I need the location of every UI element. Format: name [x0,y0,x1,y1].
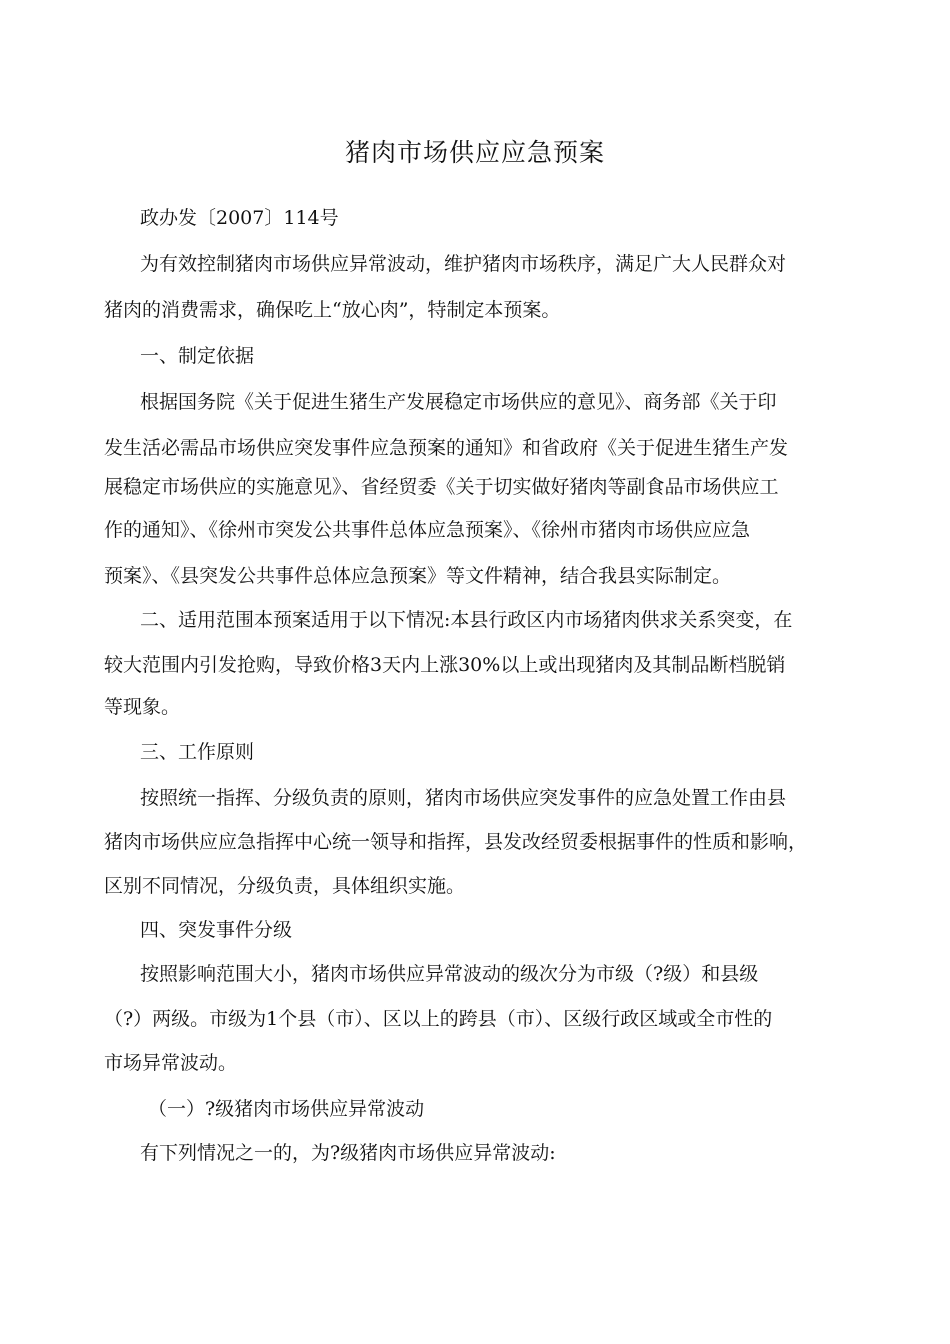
section-heading: 三、工作原则 [140,741,255,763]
paragraph-line: （?）两级。市级为1个县（市）、区以上的跨县（市）、区级行政区域或全市性的 [104,1008,773,1030]
document-title: 猪肉市场供应应急预案 [344,138,605,167]
paragraph-line: 较大范围内引发抢购，导致价格3天内上涨30%以上或出现猪肉及其制品断档脱销 [104,654,786,676]
paragraph-line: 猪肉市场供应应急指挥中心统一领导和指挥，县发改经贸委根据事件的性质和影响， [104,831,808,853]
paragraph-line: 展稳定市场供应的实施意见》、省经贸委《关于切实做好猪肉等副食品市场供应工 [104,476,779,498]
section-heading: 一、制定依据 [140,345,255,367]
subsection-heading: （一）?级猪肉市场供应异常波动 [148,1098,425,1120]
paragraph-line: 等现象。 [104,696,181,718]
paragraph-line: 作的通知》、《徐州市突发公共事件总体应急预案》、《徐州市猪肉市场供应应急 [104,519,751,541]
paragraph-line: 有下列情况之一的，为?级猪肉市场供应异常波动: [140,1142,556,1164]
doc-number: 政办发〔2007〕114号 [140,207,339,229]
paragraph-line: 二、适用范围本预案适用于以下情况:本县行政区内市场猪肉供求关系突变，在 [140,609,793,631]
paragraph-line: 为有效控制猪肉市场供应异常波动，维护猪肉市场秩序，满足广大人民群众对 [140,253,787,275]
paragraph-line: 猪肉的消费需求，确保吃上“放心肉”，特制定本预案。 [104,299,561,321]
section-heading: 四、突发事件分级 [140,919,293,941]
paragraph-line: 市场异常波动。 [104,1052,238,1074]
paragraph-line: 按照影响范围大小，猪肉市场供应异常波动的级次分为市级（?级）和县级 [140,963,759,985]
paragraph-line: 预案》、《县突发公共事件总体应急预案》等文件精神，结合我县实际制定。 [104,565,732,587]
paragraph-line: 区别不同情况，分级负责，具体组织实施。 [104,875,466,897]
paragraph-line: 发生活必需品市场供应突发事件应急预案的通知》和省政府《关于促进生猪生产发 [104,437,789,459]
paragraph-line: 按照统一指挥、分级负责的原则，猪肉市场供应突发事件的应急处置工作由县 [140,787,787,809]
paragraph-line: 根据国务院《关于促进生猪生产发展稳定市场供应的意见》、商务部《关于印 [140,391,777,413]
